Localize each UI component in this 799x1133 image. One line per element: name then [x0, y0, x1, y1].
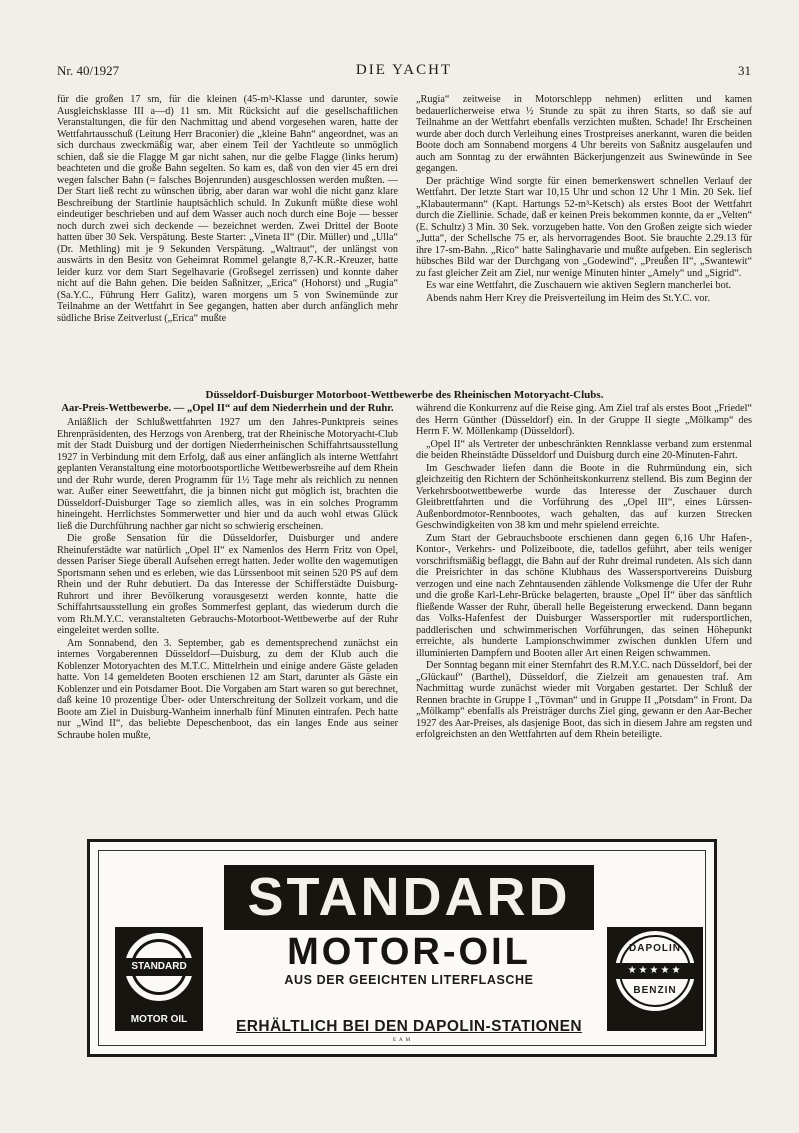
magazine-title: DIE YACHT — [355, 62, 453, 78]
star-icons: ★★★★★ — [609, 963, 701, 979]
issue-number: Nr. 40/1927 — [57, 63, 120, 78]
paragraph: während die Konkurrenz auf die Reise ging. Am Ziel traf als erstes Boot „Friedel“ des Herrn Günther (Düsseldorf) ein. In der Gruppe II siegte „Mölkamp“ des Herrn F. W. Möllenkamp (Düsseldorf). — [416, 403, 752, 437]
paragraph: Es war eine Wettfahrt, die Zuschauern wie aktiven Seglern mancherlei bot. — [426, 280, 732, 291]
paragraph: „Rugia“ zeitweise in Motorschlepp nehmen) erlitten und kamen bedauerlicherweise etwa ½ Stunde zu spät zu ihren Starts, so daß sie auf Teilnahme an der Wettfahrt ebenfalls verzichten mußten. Schade! Ihr Erscheinen wurde aber doch durch Verleihung eines Trostpreises anerkannt, waren die beiden Boote doch am Sonnabend morgens 4 Uhr bereits von Saßnitz ausgelaufen und auch am Sonntag zu der erwähnten Bäckerjungenzeit aus Swinewünde in See gegangen. — [416, 94, 752, 174]
paragraph: „Opel II“ als Vertreter der unbeschränkten Rennklasse verband zum erstenmal die beiden Rheinstädte Düsseldorf und Duisburg durch eine 20-Minuten-Fahrt. — [416, 438, 752, 461]
ad-tagline: AUS DER GEEICHTEN LITERFLASCHE — [284, 973, 534, 987]
dapolin-logo-top: DAPOLIN — [629, 943, 681, 954]
paragraph: Der prächtige Wind sorgte für einen bemerkenswert schnellen Verlauf der Wettfahrt. Der letzte Start war 10,15 Uhr und schon 12 Uhr 1 Min. 20 Sek. lief „Klabautermann“ (Kapt. Hartungs 52-m³-Ketsch) als erstes Boot der Wettfahrt durch die Ziellinie. Schade, daß er keinen Preis bekommen konnte, da er „Velten“ (E. Schultz) 3 Min. 30 Sek. vorzugeben hatte. Von den Großen zeigte sich wieder „Jutta“, der Schellsche 75 er, als hervorragendes Boot. Sie brauchte 2.29.13 für ihre 17-sm-Bahn. „Rico“ hatte Salinghavarie und mußte aufgeben. Ein seglerisch hübsches Bild war der Durchgang von „Godewind“, „Preußen II“, „Swantewit“ zu fast gleicher Zeit am Ziel, nur wenige Minuten hinter „Amely“ und „Sigrid“. — [416, 175, 752, 279]
paragraph: Am Sonnabend, den 3. September, gab es dementsprechend zunächst ein internes Vorgaberennen Düsseldorf—Duisburg, zu dem der Klub auch die Koblenzer Motoryachten des M.T.C. Mittelrhein und einige andere Gäste geladen hatte. Von 14 gemeldeten Booten erschienen 12 am Start, darunter als Gäste ein Koblenzer und ein Potsdamer Boot. Die Vorgaben am Start waren so gut berechnet, daß keine 10 prozentige Über- oder Unterschreitung der Sollzeit vorkam, und die Boote am Ziel in Duisburg-Wanheim innerhalb fünf Minuten eintrafen. Pech hatte nur „Wind II“, das beliebte Depeschenboot, das ein langes Ende aus seiner Schraube holen mußte, — [57, 637, 398, 741]
article-column-top-left — [57, 94, 398, 374]
paragraph: Zum Start der Gebrauchsboote erschienen dann gegen 6,16 Uhr Hafen-, Kontor-, Verkehrs- und Polizeiboote, die, tadellos geführt, aber teils weniger vorschriftsmäßig beflaggt, die Bahn auf der Ruhr dreimal rundeten. Als sich dann die Preisrichter in das schöne Klubhaus des Wassersportvereins Duisburg verzogen und eine nach Zehntausenden zählende Volksmenge die Ufer der Ruhr und die große Karl-Lehr-Brücke belagerten, brauste „Opel II“ über das sänftlich fließende Wasser der Ruhr, überall helle Begeisterung erweckend. Dann begann das Volks-Hafenfest der Duisburger Wassersportler mit rudersportlichen, paddlerischen und schwimmerischen Vorführungen, das seinen Höhepunkt erreichte, als hunderte Lampionschwimmer zwischen dunklen Ufern und illuminierten Dampfern und Booten aller Art einen Reigen schwammen. — [416, 532, 752, 659]
paragraph: Die große Sensation für die Düsseldorfer, Duisburger und andere Rheinuferstädte war natürlich „Opel II“ ex Namenlos des Herrn Fritz von Opel, dessen Pariser Siege überall Aufsehen erregt hatten. Jeder wollte den wagemutigen Sportsmann sehen und es erleben, wie das Lürssenboot mit seinen 520 PS auf dem Rhein und der Ruhr debutiert. Da das Interesse der Schifferstädte Duisburg-Ruhrort und ihrer Bevölkerung vorausgesetzt werden konnte, hatte die Schiffahrtsausstellung ein großes Sommerfest geplant, das wiederum durch die vom Rh.M.Y.C. veranstalteten Gebrauchs-Motorboot-Wettbewerbe auf der Ruhr eingeleitet werden sollte. — [57, 533, 398, 636]
standard-roundel-icon — [125, 933, 193, 1001]
article-column-bottom-left — [57, 403, 398, 825]
standard-logo — [115, 927, 203, 1031]
dapolin-logo — [607, 927, 703, 1031]
paragraph: Abends nahm Herr Krey die Preisverteilung im Heim des St.Y.C. vor. — [426, 292, 710, 304]
article-column-top-right — [416, 94, 752, 374]
paragraph: Der Sonntag begann mit einer Sternfahrt des R.M.Y.C. nach Düsseldorf, bei der „Glückauf“ (Barthel), Düsseldorf, die Zielzeit am genauesten traf. Am Nachmittag wurde zunächst wieder mit Vorgaben gestartet. Der Schluß der Rennen brachte in Gruppe I „Tövman“ und in Gruppe II „Potsdam“ in Front. Da „Mölkamp“ ebenfalls als Preisträger durchs Ziel ging, gewann er den Aar-Becher 1927 des Aar-Preises, als dasjenige Boot, das sich in diesem Jahre am regsten und erfolgreichsten an den Wettfahrten auf dem Rhein beteiligte. — [416, 660, 752, 740]
ad-product: MOTOR-OIL — [287, 931, 531, 973]
advertisement — [87, 839, 717, 1057]
printer-mark: E A M — [392, 1038, 412, 1043]
page-header — [57, 63, 751, 81]
dapolin-roundel-icon — [615, 931, 695, 1011]
article-subtitle: Aar-Preis-Wettbewerbe. — „Opel II“ auf dem Niederrhein und der Ruhr. — [61, 403, 394, 414]
article-column-bottom-right — [416, 403, 752, 825]
section-heading: Düsseldorf-Duisburger Motorboot-Wettbewerbe des Rheinischen Motoryacht-Clubs. — [205, 389, 604, 401]
ad-frame — [98, 850, 706, 1046]
dapolin-logo-bottom: BENZIN — [633, 985, 677, 996]
paragraph: für die großen 17 sm, für die kleinen (45-m³-Klasse und darunter, sowie Ausgleichsklasse III a—d) 11 sm. Mit Rücksicht auf die gesellschaftlichen Veranstaltungen, die für den Nachmittag und abend vorgesehen waren, hatte der Wettfahrtausschuß (Leitung Herr Braconier) die „kleine Bahn“ angeordnet, was an sich durchaus zweckmäßig war, aber einem Teil der Yachtleute so unmöglich schien, daß sie die Flagge M gar nicht sahen, nur die gelbe Flagge (links herum) beachteten und die große Bahn segelten. So kam es, daß von den vier 45 ern drei wegen falscher Bahn (= falsches Bojenrunden) ausgeschlossen werden mußten. — Der Start ließ recht zu wünschen übrig, aber daran war wohl die nicht ganz klare Beschreibung der Startlinie hauptsächlich schuld. In Zukunft müßte diese wohl eindeutiger beschrieben und auf dem Wasser auch noch durch eine Boje — besser noch durch zwei sich deckende — bezeichnet werden. Zwei Drittel der Boote hatten über 30 Sek. Verspätung. Beste Starter: „Vineta II“ (Dir. Müller) und „Ulla“ (Dr. Methling) mit je 9 Sekunden Verspätung. „Waltraut“, der unlängst von auswärts in den Besitz von Geheimrat Rommel gelangte 8,7-K.R.-Kreuzer, hatte leider kurz vor dem Start Segelhavarie (Großsegel zerrissen) und konnte daher nicht auf die Bahn gehen. Die beiden Saßnitzer, „Erica“ (Hohorst) und „Rugia“ (Sa.Y.C., Führung Herr Galitz), waren morgens um 5 von Swinemünde zur Teilnahme an der Wettfahrt in See gegangen, hatten aber durch anfänglich mehr südliche Brise Zeitverlust („Erica“ mußte — [57, 94, 398, 324]
standard-logo-caption: MOTOR OIL — [130, 1014, 188, 1025]
ad-headline: STANDARD — [224, 865, 594, 930]
paragraph: Im Geschwader liefen dann die Boote in die Ruhrmündung ein, sich gleichzeitig den Richtern der Schönheitskonkurrenz stellend. Bis zum Beginn der Verkehrsbootwettbewerbe wurde das Interesse der Zuschauer durch Gleitbrettfahrten und die Vorführung des „Opel III“, eines Lürssen-Außenbordmotor-Rennbootes, wach gehalten, das auf kurzen Strecken Geschwindigkeiten von 38 km und mehr spielend erreichte. — [416, 462, 752, 531]
paragraph: Anläßlich der Schlußwettfahrten 1927 um den Jahres-Punktpreis seines Ehrenpräsidenten, des Herzogs von Arenberg, trat der Rheinische Motoryacht-Club mit der Stadt Duisburg und der dortigen Niederrheinischen Schiffahrtsausstellung 1927 in Verbindung mit dem Erfolg, daß aus einer anfänglich als interne Wettfahrt geplanten Veranstaltung eine motorbootsportliche Wettbewerbsreihe auf dem Rhein und der Ruhr wurde, deren Programm für 1½ Tage mehr als reichlich zu nennen war. Außer einer Seewettfahrt, die ja binnen nicht gut möglich ist, brachten die Düsseldorf-Duisburger Tage so ziemlich alles, was in ein solches Programm hineingeht. Herrlichstes Sommerwetter und hier und da auch wohl etwas Glück ließ die Durchführung nachher gar nicht so schwierig erscheinen. — [57, 417, 398, 532]
standard-logo-text: STANDARD — [122, 958, 196, 976]
page-number: 31 — [738, 63, 751, 78]
ad-footer: ERHÄLTLICH BEI DEN DAPOLIN-STATIONEN — [236, 1018, 582, 1035]
